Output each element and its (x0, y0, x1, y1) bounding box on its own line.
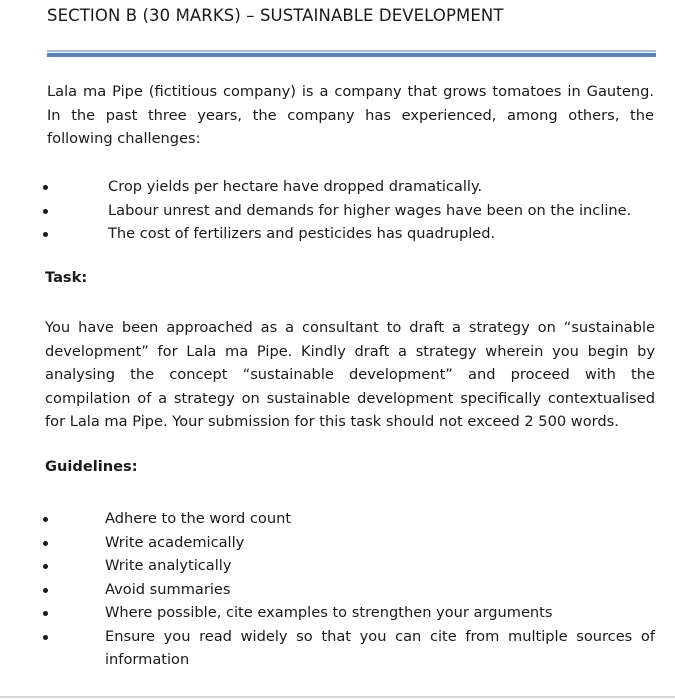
list-item (0, 554, 655, 578)
list-item-text: Crop yields per hectare have dropped dramatically. (108, 178, 483, 195)
list-item-text: Labour unrest and demands for higher wages have been on the incline. (108, 201, 632, 219)
bullet-icon (43, 209, 48, 214)
bullet-icon (43, 564, 48, 569)
task-paragraph: You have been approached as a consultant to draft a strategy on “sustainable development” for Lala ma Pipe. Kindly draft a strategy wherein you begin by analysing the concept “sustainable development” and proceed with the compilation of a strategy on sustainable development specifically contextualised for Lala ma Pipe. Your submission for this task should not exceed 2 500 words. (45, 319, 655, 430)
bullet-icon (43, 541, 48, 546)
list-item-text: Avoid summaries (105, 580, 231, 598)
list-item-text: The cost of fertilizers and pesticides has quadrupled. (108, 225, 496, 242)
bullet-icon (43, 611, 48, 616)
list-item-text: Ensure you read widely so that you can cite from multiple sources of information (105, 627, 655, 668)
bullet-icon (43, 232, 48, 237)
section-title: SECTION B (30 MARKS) – SUSTAINABLE DEVELOPMENT (47, 6, 504, 25)
bullet-icon (43, 517, 48, 522)
list-item (0, 222, 656, 246)
list-item (0, 578, 655, 602)
task-heading: Task: (45, 269, 88, 286)
title-divider (47, 50, 656, 57)
bullet-icon (43, 185, 48, 190)
list-item-text: Adhere to the word count (105, 510, 292, 527)
list-item-text: Write analytically (105, 557, 232, 574)
guidelines-list (0, 507, 655, 672)
list-item (0, 531, 655, 555)
bullet-icon (43, 635, 48, 640)
page-bottom-edge (0, 696, 675, 698)
list-item (0, 625, 655, 672)
list-item (0, 175, 656, 199)
challenges-list (0, 175, 656, 246)
bullet-icon (43, 588, 48, 593)
list-item (0, 601, 655, 625)
guidelines-heading: Guidelines: (45, 458, 138, 475)
list-item-text: Where possible, cite examples to strengthen your arguments (105, 604, 553, 621)
list-item (0, 507, 655, 531)
list-item-text: Write academically (105, 533, 245, 551)
list-item (0, 199, 656, 223)
intro-paragraph: Lala ma Pipe (fictitious company) is a company that grows tomatoes in Gauteng. In the past three years, the company has experienced, among others, the following challenges: (47, 83, 654, 147)
